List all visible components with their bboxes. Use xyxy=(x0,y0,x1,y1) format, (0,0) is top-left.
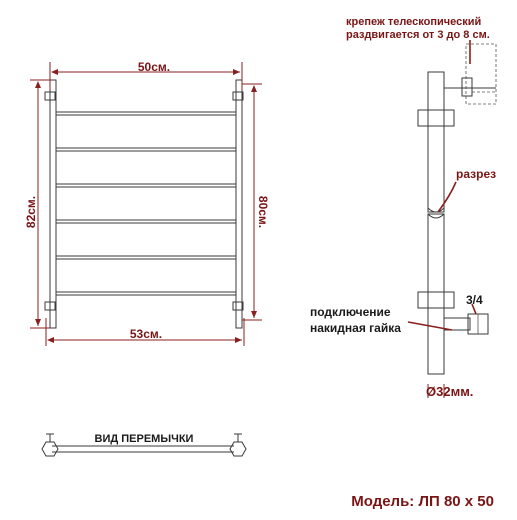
connection-label-line1: подключение xyxy=(310,305,391,319)
side-pipe-lower xyxy=(428,214,444,374)
rung xyxy=(56,220,236,223)
rung xyxy=(56,292,236,295)
front-view xyxy=(24,60,270,346)
section-break xyxy=(428,208,444,218)
bottom-width-label: 53см. xyxy=(129,327,163,341)
jumper-left-nut xyxy=(42,442,58,456)
side-pipe-upper xyxy=(428,72,444,212)
connection-pointer xyxy=(408,322,452,330)
section-pointer xyxy=(438,182,456,212)
mount-collar xyxy=(462,78,472,96)
rung xyxy=(56,256,236,259)
left-post xyxy=(50,80,56,328)
thread-label: 3/4 xyxy=(466,293,483,307)
connection-pipe xyxy=(444,318,470,330)
jumper-right-nut xyxy=(230,442,246,456)
section-label: разрез xyxy=(456,167,497,181)
right-height-label: 80см. xyxy=(256,195,270,229)
mount-label-line2: раздвигается от 3 до 8 см. xyxy=(346,29,490,41)
rung xyxy=(56,112,236,115)
right-post xyxy=(236,80,242,328)
rung xyxy=(56,184,236,187)
side-view xyxy=(408,40,496,398)
upper-bracket xyxy=(418,110,454,126)
jumper-view-label: ВИД ПЕРЕМЫЧКИ xyxy=(94,433,194,445)
connection-label-line2: накидная гайка xyxy=(310,321,401,335)
rung xyxy=(56,148,236,151)
model-label: Модель: ЛП 80 х 50 xyxy=(351,493,494,510)
lower-bracket xyxy=(418,292,454,308)
left-height-label: 82см. xyxy=(24,195,38,229)
diameter-label: Ø32мм. xyxy=(426,384,474,399)
top-width-label: 50см. xyxy=(137,60,171,74)
mount-label-line1: крепеж телескопический xyxy=(346,16,482,28)
